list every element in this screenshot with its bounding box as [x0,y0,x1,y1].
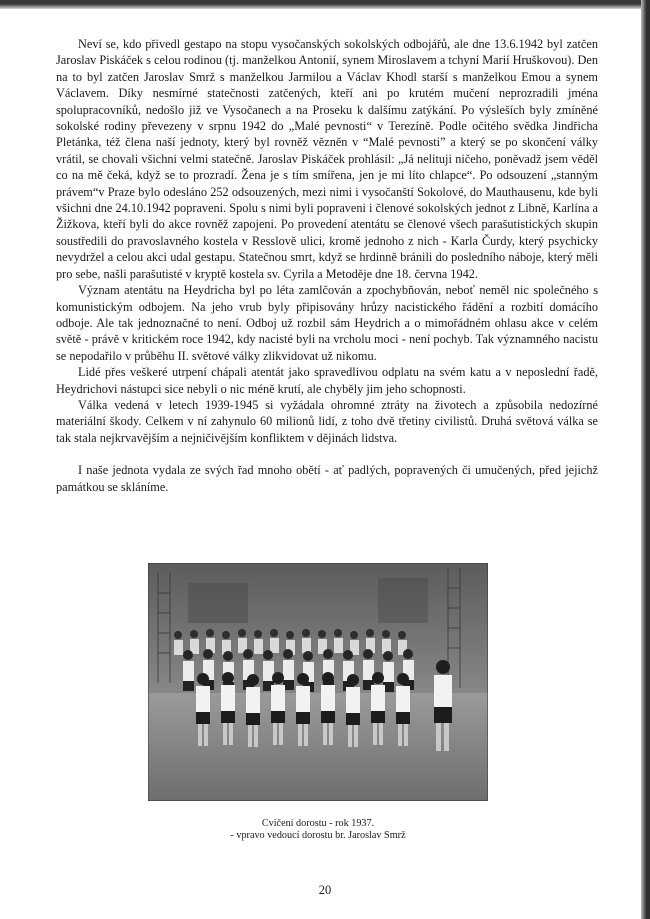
paragraph-arrests: Neví se, kdo přivedl gestapo na stopu vysočanských sokolských odbojářů, ale dne 13.6.1942 byl zatčen Jaroslav Piskáček s celou rodinou (tj. manželkou Antonií, synem Miroslavem a tchyní Marií Hruškovou). Den na to byl zatčen Jaroslav Smrž s manželkou Jarmilou a Václav Khodl starší s manželkou Emou a synem Václavem. Díky nesmírné statečnosti zatčených, kteří ani po krutém mučení neprozradili jména spolupracovníků, nedošlo již ve Vysočanech a na Proseku k dalšímu zatýkání. Po výsleších byly zmíněné sokolské rodiny převezeny v srpnu 1942 do „Malé pevnosti“ v Terezíně. Podle očitého svědka Jindřicha Pletánka, též člena naší jednoty, který byl rovněž vězněn v “Malé pevnosti” a který se po skončení války vrátil, se chovali všichni velmi statečně. Jaroslav Piskáček prohlásil: „Já nelituji ničeho, poněvadž jsem věděl co na mě čeká, když se to prozradí. Žena je s tím smířena, jen je mi líto chlapce“. Po odsouzení „stanným právem“v Praze bylo odesláno 252 odsouzených, mezi nimi i vysočanští Sokolové, do Mauthausenu, kde byli všichni dne 24.10.1942 popraveni. Spolu s nimi byli popraveni i členové sokolských jednot z Libně, Karlína a Žižkova, kteří byli do akce rovněž zapojeni. Po provedení atentátu se členové všech parašutistických skupin soustředili do pravoslavného kostela v Resslově ulici, kromě jednoho z nich - Karla Čurdy, který psychicky nevydržel a celou akci udal gestapu. Statečnou smrt, když se hrdinně bránili do posledního náboje, který měli pro sebe, našli parašutisté v kryptě kostela sv. Cyrila a Metoděje dne 18. června 1942. [56,37,598,281]
paragraph-revenge: Lidé přes veškeré utrpení chápali atentát jako spravedlivou odplatu na svém katu a v neposlední řadě, Heydrichovi nástupci sice nebyli o nic méně krutí, ale chyběly jim jeho schopnosti. [56,365,598,396]
page-number: 20 [318,883,332,897]
group-photo [148,563,488,801]
caption-line-1: Cvičení dorostu - rok 1937. [261,818,375,829]
paragraph-war-losses: Válka vedená v letech 1939-1945 si vyžádala ohromné ztráty na životech a způsobila nedozírné materiální škody. Celkem v ní zahynulo 60 milionů lidí, z toho dvě třetiny civilistů. Druhá světová válka se tak stala nejkrvavějším a nejničivějším konfliktem v dějinách lidstva. [56,397,598,445]
scan-edge-right [641,0,650,919]
caption-line-2: - vpravo vedoucí dorostu br. Jaroslav Smrž [230,830,406,842]
photo-caption [148,818,488,843]
paragraph-significance: Význam atentátu na Heydricha byl po léta zamlčován a zpochybňován, neboť neměl nic společného s komunistickým odbojem. Na jeho vrub byly připisovány hrůzy nacistického řádění a rozbití domácího odboje. Ale tak jednoznačné to není. Odboj už rozbil sám Heydrich a o mimořádném ohlasu akce v celém světě - právě v kritickém roce 1942, kdy nacisté byli na vrcholu moci - není pochyb. Tak významného nacistu se nepodařilo v průběhu II. světové války zlikvidovat už nikomu. [56,283,598,363]
scan-edge-top [0,0,650,9]
article-body [56,36,598,495]
paragraph-tribute: I naše jednota vydala ze svých řad mnoho obětí - ať padlých, popravených či umučených, před jejichž památkou se skláníme. [56,463,598,494]
